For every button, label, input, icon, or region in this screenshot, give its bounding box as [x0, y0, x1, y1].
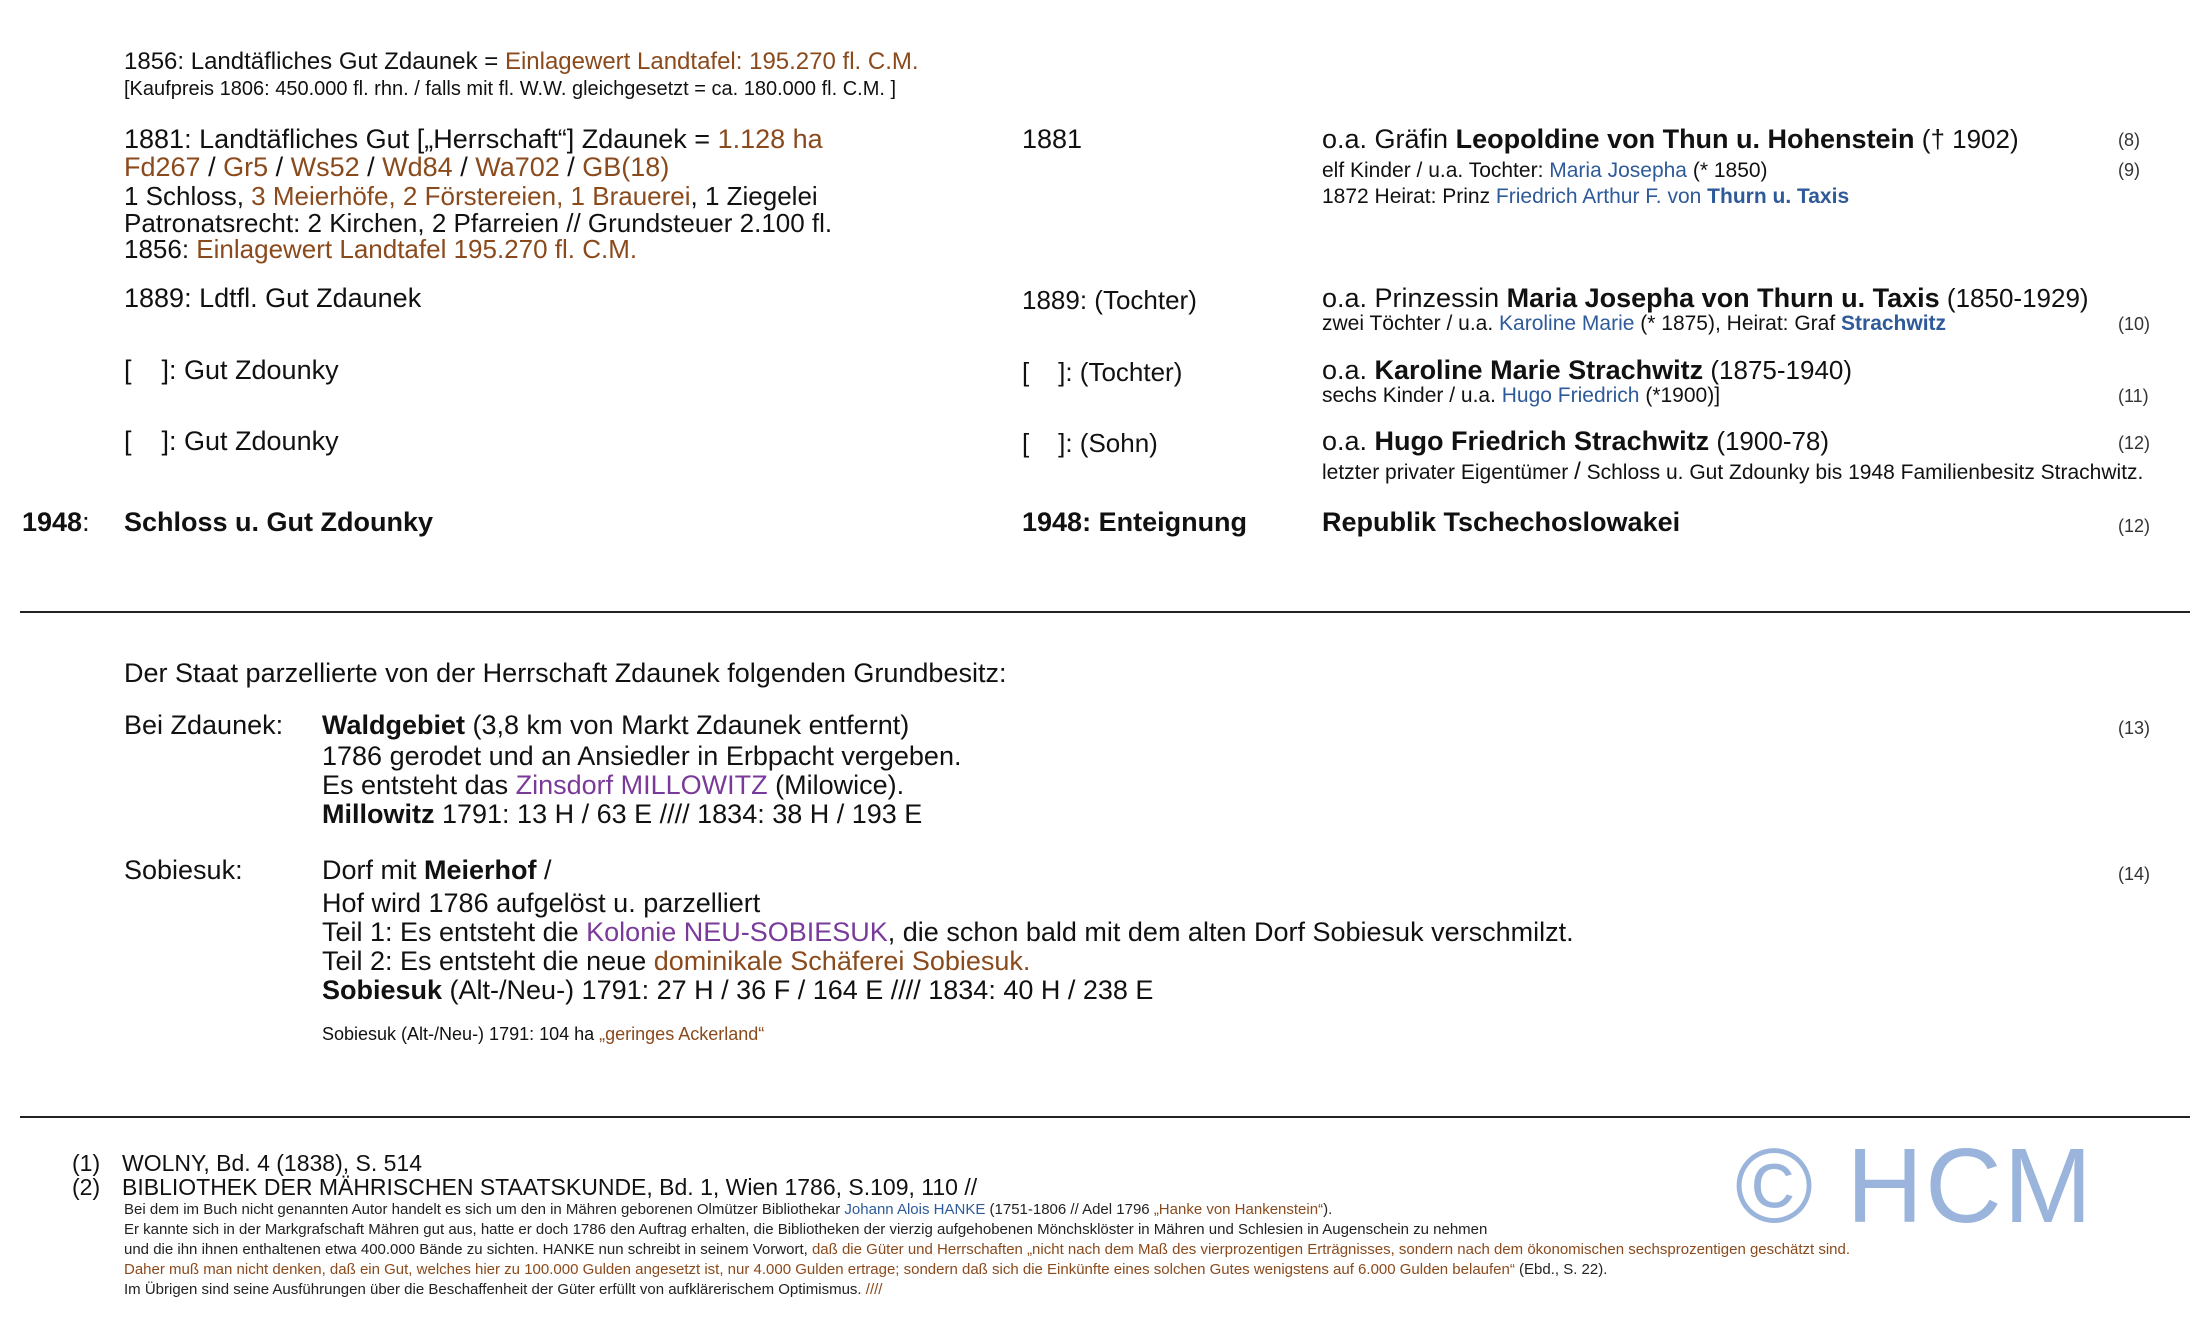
row-1881-year: 1881	[1022, 124, 1083, 154]
link-schaeferei: dominikale Schäferei Sobiesuk.	[653, 946, 1031, 976]
row-1881-buildings: 1 Schloss, 3 Meierhöfe, 2 Förstereien, 1 Brauerei, 1 Ziegelei	[124, 181, 818, 211]
footnote-ref-8: (8)	[2118, 130, 2140, 150]
ref-gb18: GB(18)	[582, 152, 670, 182]
row-1881-marriage: 1872 Heirat: Prinz Friedrich Arthur F. von Thurn u. Taxis	[1322, 185, 1850, 208]
footnote-1-text: WOLNY, Bd. 4 (1838), S. 514	[122, 1150, 423, 1176]
row-1948-owner: Republik Tschechoslowakei	[1322, 507, 1681, 537]
sobiesuk-line-5: Sobiesuk (Alt-/Neu-) 1791: 27 H / 36 F / 164 E //// 1834: 40 H / 238 E	[322, 975, 1154, 1005]
footnote-ref-11: (11)	[2118, 386, 2149, 406]
row-b-sub: letzter privater Eigentümer / Schloss u. Gut Zdounky bis 1948 Familienbesitz Strachwitz.	[1322, 458, 2144, 485]
zdaunek-title: Waldgebiet (3,8 km von Markt Zdaunek entfernt)	[322, 710, 910, 740]
zdaunek-line-2: 1786 gerodet und an Ansiedler in Erbpacht vergeben.	[322, 741, 962, 771]
owner-name-karoline: Karoline Marie Strachwitz	[1374, 355, 1704, 385]
footnote-ref-14: (14)	[2118, 864, 2151, 884]
link-maria-josepha: Maria Josepha	[1549, 159, 1687, 182]
footnote-2-para-4: Daher muß man nicht denken, daß ein Gut, welches hier zu 100.000 Gulden angesetzt ist, nur 4.000 Gulden ertrage; sondern daß sich die Einkünfte eines solchen Gutes wenigstens auf 6.000 Gulden belaufen“ (Ebd., S. 22).	[124, 1261, 1608, 1278]
link-hugo-friedrich: Hugo Friedrich	[1501, 384, 1640, 407]
row-1881-einlagewert: 1856: Einlagewert Landtafel 195.270 fl. C.M.	[124, 234, 638, 264]
label-bei-zdaunek: Bei Zdaunek:	[124, 710, 284, 740]
footnote-ref-12a: (12)	[2118, 433, 2151, 453]
footnote-2-number: (2)	[72, 1174, 101, 1200]
ref-gr5: Gr5	[223, 152, 269, 182]
row-1889-sub: zwei Töchter / u.a. Karoline Marie (* 1875), Heirat: Graf Strachwitz	[1322, 312, 1947, 335]
top-line-1: 1856: Landtäfliches Gut Zdaunek = Einlagewert Landtafel: 195.270 fl. C.M.	[124, 48, 919, 75]
row-1948-mid: 1948: Enteignung	[1022, 507, 1248, 537]
divider-bottom	[20, 1116, 2190, 1118]
owner-name-hugo-friedrich: Hugo Friedrich Strachwitz	[1374, 426, 1710, 456]
footnote-2-para-1: Bei dem im Buch nicht genannten Autor handelt es sich um den in Mähren geborenen Olmützer Bibliothekar Johann Alois HANKE (1751-1806 // Adel 1796 „Hanke von Hankenstein“).	[124, 1201, 1333, 1218]
footnote-2-para-5: Im Übrigen sind seine Ausführungen über die Beschaffenheit der Güter erfüllt von aufklärerischem Optimismus. ////	[124, 1281, 883, 1298]
row-1889-owner: o.a. Prinzessin Maria Josepha von Thurn u. Taxis (1850-1929)	[1322, 283, 2089, 313]
section-heading: Der Staat parzellierte von der Herrschaft Zdaunek folgenden Grundbesitz:	[124, 658, 1007, 688]
sobiesuk-line-6: Sobiesuk (Alt-/Neu-) 1791: 104 ha „geringes Ackerland“	[322, 1024, 765, 1044]
einlagewert-1856: Einlagewert Landtafel: 195.270 fl. C.M.	[504, 48, 919, 75]
ref-wd84: Wd84	[382, 152, 453, 182]
sobiesuk-line-3: Teil 1: Es entsteht die Kolonie NEU-SOBIESUK, die schon bald mit dem alten Dorf Sobiesuk verschmilzt.	[322, 917, 1574, 947]
link-hanke: Johann Alois HANKE	[844, 1201, 986, 1218]
row-1889-left: 1889: Ldtfl. Gut Zdaunek	[124, 283, 422, 313]
footnote-2-text: BIBLIOTHEK DER MÄHRISCHEN STAATSKUNDE, Bd. 1, Wien 1786, S.109, 110 //	[122, 1174, 978, 1200]
owner-name-leopoldine: Leopoldine von Thun u. Hohenstein	[1455, 124, 1915, 154]
footnote-ref-12b: (12)	[2118, 516, 2151, 536]
ref-fd267: Fd267	[124, 152, 201, 182]
row-a-owner: o.a. Karoline Marie Strachwitz (1875-1940)	[1322, 355, 1853, 385]
row-a-mid: [ ]: (Tochter)	[1022, 357, 1183, 387]
row-1881-owner: o.a. Gräfin Leopoldine von Thun u. Hohenstein († 1902)	[1322, 124, 2019, 154]
footnote-2-para-3: und die ihn ihnen enthaltenen etwa 400.000 Bände zu sichten. HANKE nun schreibt in seinem Vorwort, daß die Güter und Herrschaften „nicht nach dem Maß des vierprozentigen Erträgnisses, sondern nach dem ökonomischen sechsprozentigen geschätzt sind.	[124, 1241, 1851, 1258]
row-1881-patronat: Patronatsrecht: 2 Kirchen, 2 Pfarreien // Grundsteuer 2.100 fl.	[124, 208, 833, 238]
row-a-sub: sechs Kinder / u.a. Hugo Friedrich (*1900)]	[1322, 384, 1721, 407]
link-karoline-marie: Karoline Marie	[1499, 312, 1635, 335]
sobiesuk-line-4: Teil 2: Es entsteht die neue dominikale Schäferei Sobiesuk.	[322, 946, 1031, 976]
row-1881-children: elf Kinder / u.a. Tochter: Maria Josepha (* 1850)	[1322, 159, 1768, 182]
row-b-owner: o.a. Hugo Friedrich Strachwitz (1900-78)	[1322, 426, 1830, 456]
row-1889-mid: 1889: (Tochter)	[1022, 285, 1197, 315]
footnote-ref-9: (9)	[2118, 160, 2140, 180]
zdaunek-line-3: Es entsteht das Zinsdorf MILLOWITZ (Milowice).	[322, 770, 905, 800]
row-b-left: [ ]: Gut Zdounky	[124, 426, 339, 456]
area-1881: 1.128 ha	[717, 124, 823, 154]
row-a-left: [ ]: Gut Zdounky	[124, 355, 339, 385]
footnote-1-number: (1)	[72, 1150, 101, 1176]
sobiesuk-line-2: Hof wird 1786 aufgelöst u. parzelliert	[322, 888, 761, 918]
owner-name-maria-josepha: Maria Josepha von Thurn u. Taxis	[1506, 283, 1940, 313]
row-1948-year: 1948:	[22, 507, 90, 537]
row-1881-refs: Fd267 / Gr5 / Ws52 / Wd84 / Wa702 / GB(18)	[124, 152, 670, 182]
footnote-ref-13: (13)	[2118, 718, 2151, 738]
divider-top	[20, 611, 2190, 613]
footnote-ref-10: (10)	[2118, 314, 2151, 334]
sobiesuk-line-1: Dorf mit Meierhof /	[322, 855, 552, 885]
link-strachwitz: Strachwitz	[1841, 312, 1947, 335]
row-1948-left: Schloss u. Gut Zdounky	[124, 507, 434, 537]
link-millowitz: Zinsdorf MILLOWITZ	[515, 770, 768, 800]
label-sobiesuk: Sobiesuk:	[124, 855, 243, 885]
link-neu-sobiesuk: Kolonie NEU-SOBIESUK	[586, 917, 888, 947]
ref-ws52: Ws52	[290, 152, 360, 182]
footnote-2-para-2: Er kannte sich in der Markgrafschaft Mähren gut aus, hatte er doch 1786 den Auftrag erhalten, die Bibliotheken der vierzig aufgehobenen Mönchsklöster in Mähren und Schlesien in Augenschein zu nehmen	[124, 1221, 1488, 1238]
row-b-mid: [ ]: (Sohn)	[1022, 428, 1158, 458]
row-1881-title: 1881: Landtäfliches Gut [„Herrschaft“] Zdaunek = 1.128 ha	[124, 124, 823, 154]
ref-wa702: Wa702	[475, 152, 560, 182]
kaufpreis-note: [Kaufpreis 1806: 450.000 fl. rhn. / falls mit fl. W.W. gleichgesetzt = ca. 180.000 fl. C.M. ]	[124, 78, 897, 100]
copyright-watermark: © HCM	[1735, 1127, 2094, 1245]
zdaunek-line-4: Millowitz 1791: 13 H / 63 E //// 1834: 38 H / 193 E	[322, 799, 923, 829]
